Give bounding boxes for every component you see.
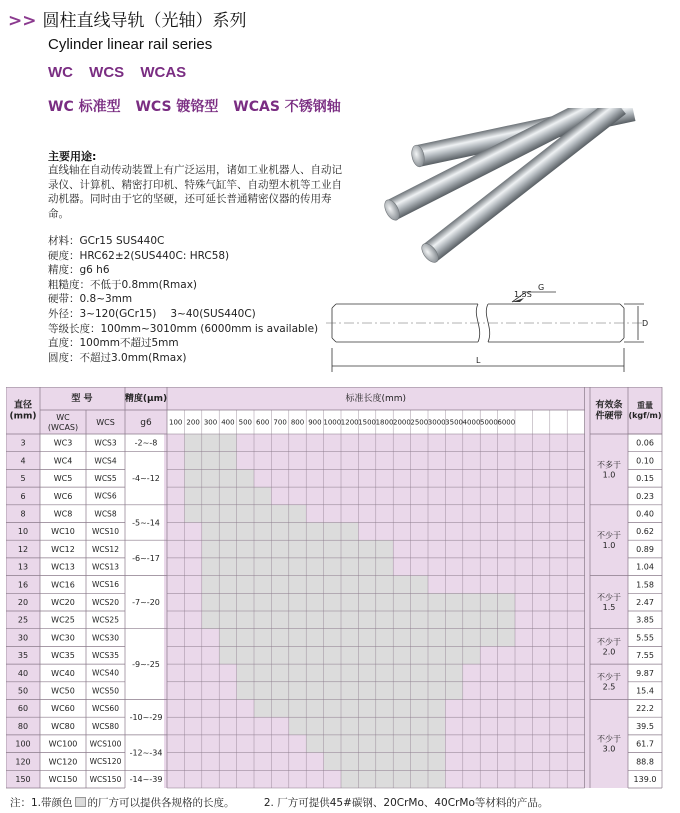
usage-text: 直线轴在自动传动装置上有广泛运用，诸如工业机器人、自动记录仪、计算机、精密打印机、特殊气缸竿、自动塑木机等工业自动机器。同时由于它的坚硬，还可延长普通精密仪器的传用寿命。: [48, 164, 342, 220]
length-label: 1500: [358, 418, 377, 427]
hardness-cell: 不多于: [597, 460, 621, 470]
diameter-cell: 50: [17, 686, 29, 696]
availability-bar: [202, 523, 359, 541]
type-wc: WC 标准型: [48, 99, 121, 115]
header-g6: g6: [140, 418, 152, 429]
diameter-cell: 3: [20, 438, 26, 448]
availability-bar: [237, 664, 463, 682]
shaft-drawing: [326, 282, 666, 378]
spec-material: 材料：GCr15 SUS440C: [48, 235, 165, 247]
wc-model-cell: WC5: [53, 474, 73, 484]
model-wcs: WCS: [89, 64, 125, 81]
length-label: 200: [186, 418, 200, 427]
availability-bar: [289, 717, 446, 735]
length-label: 4000: [462, 418, 481, 427]
type-wcs: WCS 镀铬型: [135, 99, 219, 115]
availability-bar: [202, 540, 393, 558]
header-weight: 重量: [637, 400, 653, 410]
availability-bar: [219, 646, 480, 664]
length-label: 600: [256, 418, 270, 427]
header-precision: 精度(μm): [124, 394, 168, 405]
length-label: 300: [203, 418, 218, 427]
header-weight: (kgf/m): [628, 410, 662, 420]
spec-list: [48, 234, 318, 365]
wcs-model-cell: WCS4: [94, 456, 117, 466]
precision-cell: -12~-34: [129, 748, 163, 758]
wcs-model-cell: WCS6: [94, 491, 117, 501]
length-label: 1000: [323, 418, 342, 427]
hardness-cell: 不少于: [597, 672, 621, 682]
length-label: 3500: [445, 418, 464, 427]
header-diameter: 直径: [13, 400, 33, 411]
availability-bar: [184, 505, 306, 523]
hardness-cell: 1.0: [602, 541, 616, 551]
usage-title: 主要用途:: [48, 150, 97, 163]
wcs-model-cell: WCS35: [92, 650, 119, 660]
wc-model-cell: WC80: [51, 721, 75, 731]
wcs-model-cell: WCS30: [92, 633, 119, 643]
precision-cell: -9~-25: [132, 659, 160, 669]
diameter-cell: 8: [20, 509, 26, 519]
spec-roundness: 圆度：不超过3.0mm(Rmax): [48, 351, 187, 364]
length-label: 500: [238, 418, 252, 427]
availability-bar: [184, 434, 236, 452]
spec-roughness: 粗糙度：不低于0.8mm(Rmax): [48, 278, 198, 291]
wc-model-cell: WC6: [53, 491, 73, 501]
length-label: 900: [308, 418, 322, 427]
wcs-model-cell: WCS80: [92, 721, 119, 731]
hardness-cell: 3.0: [602, 744, 616, 754]
weight-cell: 2.47: [636, 598, 654, 608]
footnote-1a: 注：1.带颜色: [10, 797, 73, 809]
model-wc: WC: [48, 64, 73, 81]
wc-model-cell: WC35: [51, 651, 75, 661]
diameter-cell: 5: [20, 474, 26, 484]
hardness-cell: 不少于: [597, 734, 621, 744]
weight-cell: 0.10: [636, 456, 654, 466]
availability-bar: [202, 576, 428, 594]
wc-model-cell: WC25: [51, 615, 75, 625]
diameter-cell: 10: [17, 527, 29, 537]
wcs-model-cell: WCS10: [92, 527, 119, 537]
hardness-cell: 1.5: [602, 603, 616, 613]
availability-bar: [184, 452, 236, 470]
model-wcas: WCAS: [140, 64, 187, 81]
weight-cell: 0.40: [636, 509, 654, 519]
wc-model-cell: WC120: [48, 757, 78, 767]
wc-model-cell: WC3: [53, 438, 73, 448]
length-label: 2000: [392, 418, 411, 427]
header-hardness: 有效条: [595, 400, 623, 411]
precision-cell: -4~-12: [132, 474, 160, 484]
precision-cell: -5~-14: [132, 518, 160, 528]
wcs-model-cell: WCS16: [92, 580, 119, 590]
length-label: 400: [221, 418, 235, 427]
header-length: 标准长度(mm): [345, 394, 407, 405]
subtitle: Cylinder linear rail series: [48, 36, 213, 53]
availability-bar: [202, 558, 393, 576]
weight-cell: 22.2: [636, 704, 654, 714]
weight-cell: 0.23: [636, 491, 654, 501]
footnote-2: 2. 厂方可提供45#碳钢、20CrMo、40CrMo等材料的产品。: [263, 797, 549, 809]
spec-length: 等级长度：100mm~3010mm (6000mm is available): [48, 322, 319, 335]
hardness-cell: 2.0: [602, 647, 616, 657]
wc-model-cell: WC8: [53, 509, 73, 519]
model-list: [48, 64, 186, 81]
length-label: 100: [169, 418, 183, 427]
wc-model-cell: WC20: [51, 598, 75, 608]
wcs-model-cell: WCS5: [94, 473, 117, 483]
availability-bar: [254, 700, 445, 718]
weight-cell: 0.15: [636, 474, 654, 484]
shade-swatch: [75, 797, 86, 807]
spec-table: [6, 387, 673, 789]
spec-diameter: 外径：3~120(GCr15) 3~40(SUS440C): [48, 307, 256, 320]
wc-model-cell: WC60: [51, 704, 75, 714]
weight-cell: 0.89: [636, 544, 654, 554]
drawing-g-label: G: [538, 283, 545, 292]
header-wcs: WCS: [96, 417, 115, 427]
wcs-model-cell: WCS60: [92, 704, 119, 714]
hardness-cell: 不少于: [597, 637, 621, 647]
length-label: 700: [273, 418, 287, 427]
weight-cell: 139.0: [633, 775, 657, 785]
diameter-cell: 60: [17, 704, 29, 714]
header-wc: WC: [56, 412, 70, 422]
length-label: 1200: [340, 418, 359, 427]
weight-cell: 39.5: [636, 721, 654, 731]
length-label: 800: [290, 418, 305, 427]
weight-cell: 0.06: [636, 438, 654, 448]
spec-precision: 精度：g6 h6: [48, 264, 110, 277]
title-arrows: >>: [8, 11, 37, 31]
wc-model-cell: WC16: [51, 580, 75, 590]
wcs-model-cell: WCS12: [92, 544, 119, 554]
weight-cell: 5.55: [636, 633, 654, 643]
wcs-model-cell: WCS13: [92, 562, 119, 572]
wcs-model-cell: WCS100: [89, 739, 122, 749]
drawing-d-label: D: [642, 319, 649, 328]
length-label: 1800: [375, 418, 394, 427]
precision-cell: -10~-29: [129, 713, 163, 723]
hardness-cell: 2.5: [602, 682, 616, 692]
diameter-cell: 25: [17, 615, 29, 625]
length-label: 3000: [427, 418, 446, 427]
drawing-l-label: L: [476, 356, 481, 365]
diameter-cell: 4: [20, 456, 26, 466]
weight-cell: 7.55: [636, 651, 654, 661]
diameter-cell: 150: [15, 775, 31, 785]
precision-cell: -2~-8: [134, 438, 158, 448]
type-wcas: WCAS 不锈钢轴: [233, 99, 341, 115]
spec-hard-layer: 硬带：0.8~3mm: [48, 293, 133, 306]
weight-cell: 3.85: [636, 615, 654, 625]
page-title: [8, 6, 247, 31]
hardness-cell: 不少于: [597, 593, 621, 603]
diameter-cell: 13: [17, 562, 29, 572]
header-model: 型 号: [71, 394, 93, 405]
wcs-model-cell: WCS20: [92, 597, 119, 607]
weight-cell: 9.87: [636, 668, 654, 678]
wcs-model-cell: WCS40: [92, 668, 119, 678]
header-hardness: 件硬带: [595, 411, 623, 422]
weight-cell: 88.8: [636, 757, 654, 767]
precision-cell: -14~-39: [129, 775, 163, 785]
wcs-model-cell: WCS25: [92, 615, 119, 625]
diameter-cell: 30: [17, 633, 29, 643]
wcs-model-cell: WCS8: [94, 509, 117, 519]
wc-model-cell: WC40: [51, 668, 75, 678]
drawing-chamfer-label: 1.5S: [514, 290, 532, 299]
availability-bar: [184, 487, 271, 505]
availability-bar: [324, 753, 446, 771]
diameter-cell: 20: [17, 598, 29, 608]
wc-model-cell: WC150: [48, 775, 78, 785]
weight-cell: 15.4: [636, 686, 654, 696]
rods-photo: [370, 108, 670, 268]
diameter-cell: 80: [17, 721, 29, 731]
diameter-cell: 100: [15, 739, 31, 749]
wc-model-cell: WC13: [51, 562, 75, 572]
diameter-cell: 40: [17, 668, 29, 678]
header-diameter: (mm): [9, 411, 37, 422]
wc-model-cell: WC100: [48, 739, 78, 749]
wc-model-cell: WC12: [51, 544, 75, 554]
wcs-model-cell: WCS3: [94, 438, 117, 448]
diameter-cell: 6: [20, 491, 26, 501]
header-wc: (WCAS): [47, 422, 79, 432]
diameter-cell: 16: [17, 580, 29, 590]
footnote: [10, 795, 548, 810]
weight-cell: 1.04: [636, 562, 654, 572]
wcs-model-cell: WCS50: [92, 686, 119, 696]
spec-straightness: 直度：100mm不超过5mm: [48, 337, 179, 350]
precision-cell: -6~-17: [132, 553, 160, 563]
weight-cell: 1.58: [636, 580, 654, 590]
footnote-1b: 的厂方可以提供各规格的长度。: [87, 797, 235, 809]
spec-hardness: 硬度：HRC62±2(SUS440C: HRC58): [48, 249, 230, 262]
wcs-model-cell: WCS120: [89, 757, 122, 767]
weight-cell: 0.62: [636, 527, 654, 537]
diameter-cell: 120: [15, 757, 31, 767]
hardness-cell: 不少于: [597, 531, 621, 541]
type-list: [48, 96, 351, 116]
precision-cell: -7~-20: [132, 598, 160, 608]
wc-model-cell: WC50: [51, 686, 75, 696]
hardness-cell: 1.0: [602, 470, 616, 480]
length-label: 5000: [479, 418, 498, 427]
wc-model-cell: WC4: [53, 456, 73, 466]
weight-cell: 61.7: [636, 739, 654, 749]
length-label: 6000: [497, 418, 516, 427]
availability-bar: [219, 629, 515, 647]
wc-model-cell: WC10: [51, 527, 75, 537]
availability-bar: [237, 682, 463, 700]
title-text: 圆柱直线导轨（光轴）系列: [42, 11, 247, 31]
wcs-model-cell: WCS150: [89, 774, 122, 784]
diameter-cell: 35: [17, 651, 29, 661]
diameter-cell: 12: [17, 544, 29, 554]
length-label: 2500: [410, 418, 429, 427]
wc-model-cell: WC30: [51, 633, 75, 643]
